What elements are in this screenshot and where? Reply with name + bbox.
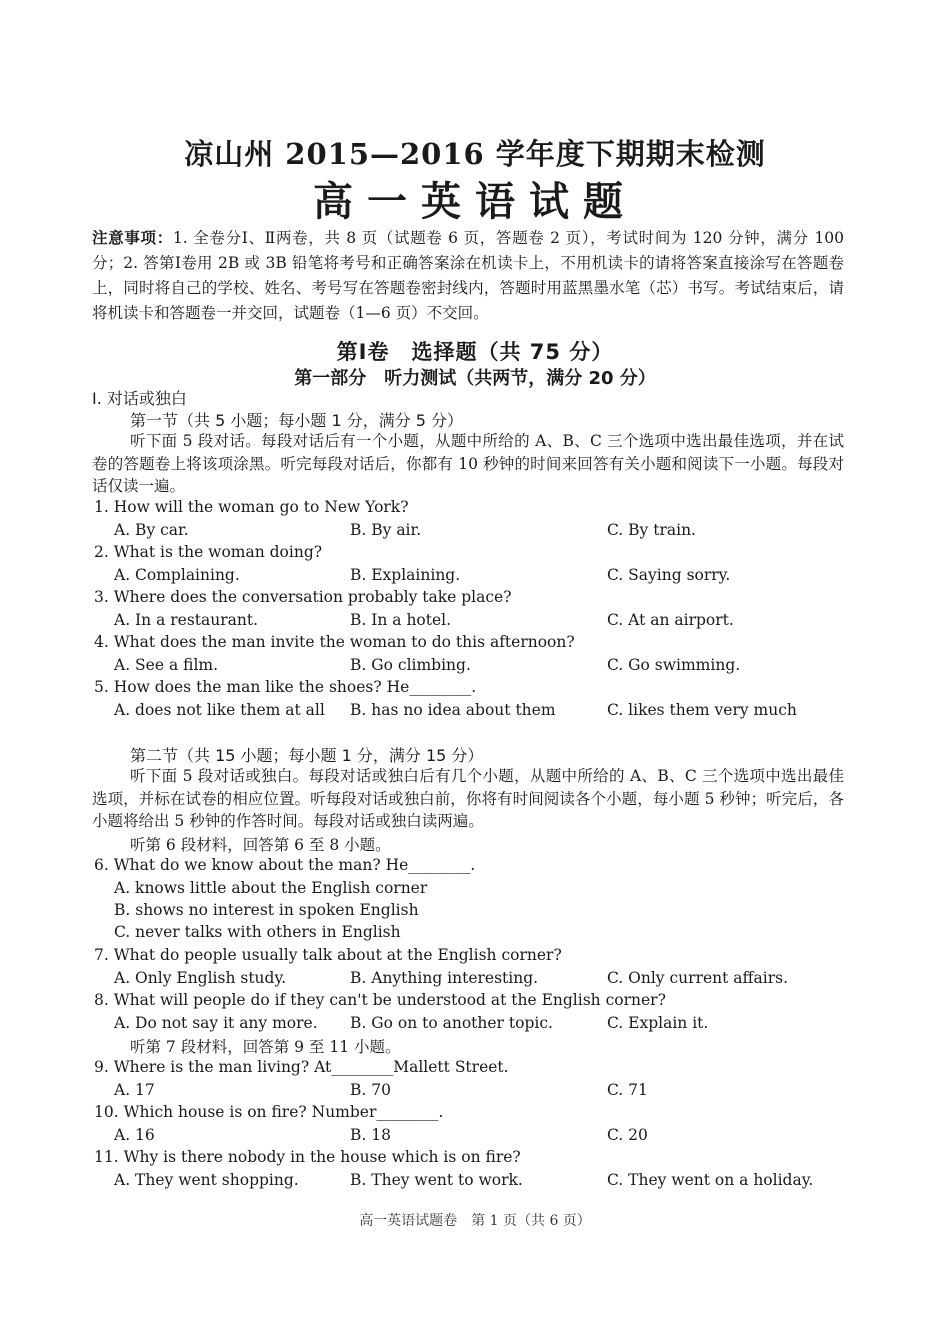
question-11: 11. Why is there nobody in the house which is on fire? [94,1148,521,1166]
q4-option-c: C. Go swimming. [607,656,741,674]
material-6-note: 听第 6 段材料，回答第 6 至 8 小题。 [130,836,391,854]
q2-option-c: C. Saying sorry. [607,566,731,584]
question-3: 3. Where does the conversation probably take place? [94,588,512,606]
q4-option-a: A. See a film. [114,656,219,674]
q6-option-c: C. never talks with others in English [114,923,401,941]
section1-heading: 第一节（共 5 小题；每小题 1 分，满分 5 分） [130,411,464,430]
question-6: 6. What do we know about the man? He________. [94,856,476,874]
q10-option-b: B. 18 [350,1126,391,1144]
volume-title: 第Ⅰ卷 选择题（共 75 分） [336,340,614,364]
q8-option-a: A. Do not say it any more. [114,1014,318,1032]
q10-option-c: C. 20 [607,1126,648,1144]
q7-option-a: A. Only English study. [114,969,287,987]
exam-title: 凉山州 2015—2016 学年度下期期末检测 [184,137,766,171]
q1-option-b: B. By air. [350,521,422,539]
q6-option-a: A. knows little about the English corner [114,879,428,897]
part-title: 第一部分 听力测试（共两节，满分 20 分） [294,368,656,389]
q8-option-b: B. Go on to another topic. [350,1014,553,1032]
q3-option-b: B. In a hotel. [350,611,452,629]
section2-heading: 第二节（共 15 小题；每小题 1 分，满分 15 分） [130,746,484,765]
q6-option-b: B. shows no interest in spoken English [114,901,419,919]
question-5: 5. How does the man like the shoes? He________. [94,678,477,696]
question-7: 7. What do people usually talk about at the English corner? [94,946,562,964]
question-2: 2. What is the woman doing? [94,543,323,561]
notes-label: 注意事项： [92,229,173,247]
q10-option-a: A. 16 [114,1126,155,1144]
q5-option-a: A. does not like them at all [114,701,325,719]
q11-option-c: C. They went on a holiday. [607,1171,814,1189]
material-7-note: 听第 7 段材料，回答第 9 至 11 小题。 [130,1038,401,1056]
page-footer: 高一英语试题卷 第 1 页（共 6 页） [359,1213,591,1229]
q5-option-b: B. has no idea about them [350,701,556,719]
q11-option-a: A. They went shopping. [114,1171,299,1189]
q5-option-c: C. likes them very much [607,701,797,719]
q1-option-c: C. By train. [607,521,696,539]
q9-option-b: B. 70 [350,1081,391,1099]
notes-text: 1. 全卷分Ⅰ、Ⅱ两卷，共 8 页（试题卷 6 页，答题卷 2 页），考试时间为 120 分钟，满分 100 分；2. 答第Ⅰ卷用 2B 或 3B 铅笔将考号和正确答案涂在机读卡上，不用机读卡的请将答案直接涂写在答题卷上，同时将自己的学校、姓名、考号写在答题卷密封线内，答题时用蓝黑墨水笔（芯）书写。考试结束后，请将机读卡和答题卷一并交回，试题卷（1—6 页）不交回。 [92,229,844,322]
question-1: 1. How will the woman go to New York? [94,498,409,516]
section-i-title: I. 对话或独白 [92,389,187,408]
q2-option-a: A. Complaining. [114,566,240,584]
question-9: 9. Where is the man living? At________Mallett Street. [94,1058,509,1076]
q7-option-b: B. Anything interesting. [350,969,539,987]
exam-subtitle: 高一英语试题 [313,179,637,225]
section1-instructions: 听下面 5 段对话。每段对话后有一个小题，从题中所给的 A、B、C 三个选项中选出最佳选项，并在试卷的答题卷上将该项涂黑。听完每段对话后，你都有 10 秒钟的时间来回答有关小题和阅读下一小题。每段对话仅读一遍。 [92,432,844,495]
notes-block [92,226,844,326]
question-10: 10. Which house is on fire? Number________. [94,1103,444,1121]
q8-option-c: C. Explain it. [607,1014,709,1032]
q2-option-b: B. Explaining. [350,566,461,584]
q3-option-a: A. In a restaurant. [114,611,259,629]
q9-option-c: C. 71 [607,1081,648,1099]
q1-option-a: A. By car. [114,521,189,539]
q3-option-c: C. At an airport. [607,611,734,629]
q4-option-b: B. Go climbing. [350,656,471,674]
question-4: 4. What does the man invite the woman to do this afternoon? [94,633,575,651]
q7-option-c: C. Only current affairs. [607,969,789,987]
q9-option-a: A. 17 [114,1081,155,1099]
q11-option-b: B. They went to work. [350,1171,523,1189]
section2-instructions: 听下面 5 段对话或独白。每段对话或独白后有几个小题，从题中所给的 A、B、C 三个选项中选出最佳选项，并标在试卷的相应位置。听每段对话或独白前，你将有时间阅读各个小题，每小题 5 秒钟；听完后，各小题将给出 5 秒钟的作答时间。每段对话或独白读两遍。 [92,767,844,830]
question-8: 8. What will people do if they can't be understood at the English corner? [94,991,666,1009]
